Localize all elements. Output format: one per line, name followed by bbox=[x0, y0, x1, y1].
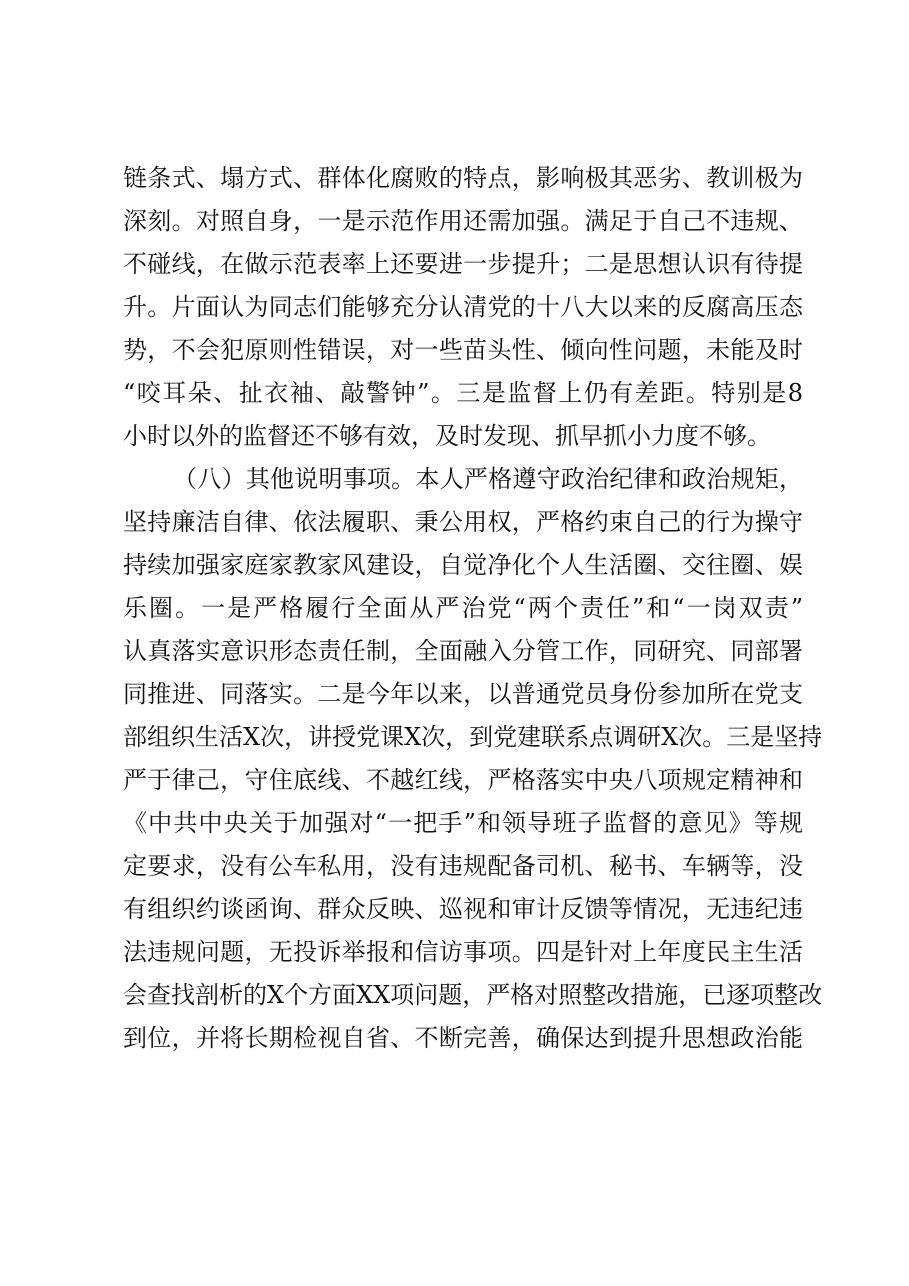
text-line: 同推进、同落实。二是今年以来，以普通党员身份参加所在党支 bbox=[123, 680, 803, 708]
document-body bbox=[123, 157, 823, 1060]
text-line: 部组织生活X次，讲授党课X次，到党建联系点调研X次。三是坚持 bbox=[123, 723, 823, 751]
text-line: 势，不会犯原则性错误，对一些苗头性、倾向性问题，未能及时 bbox=[123, 336, 803, 364]
text-line: 认真落实意识形态责任制，全面融入分管工作，同研究、同部署 bbox=[123, 637, 803, 665]
text-line: 法违规问题，无投诉举报和信访事项。四是针对上年度民主生活 bbox=[123, 938, 803, 966]
section-heading-line: （八）其他说明事项。本人严格遵守政治纪律和政治规矩， bbox=[173, 465, 803, 493]
text-line: 链条式、塌方式、群体化腐败的特点，影响极其恶劣、教训极为 bbox=[123, 164, 803, 192]
text-line: 持续加强家庭家教家风建设，自觉净化个人生活圈、交往圈、娱 bbox=[123, 551, 803, 579]
text-line: 小时以外的监督还不够有效，及时发现、抓早抓小力度不够。 bbox=[123, 422, 771, 450]
text-line: 会查找剖析的X个方面XX项问题，严格对照整改措施，已逐项整改 bbox=[123, 981, 823, 1009]
text-line: 到位，并将长期检视自省、不断完善，确保达到提升思想政治能 bbox=[123, 1024, 803, 1052]
text-line: 深刻。对照自身，一是示范作用还需加强。满足于自己不违规、 bbox=[123, 207, 803, 235]
text-line: 定要求，没有公车私用，没有违规配备司机、秘书、车辆等，没 bbox=[123, 852, 803, 880]
text-line: 坚持廉洁自律、依法履职、秉公用权，严格约束自己的行为操守 bbox=[123, 508, 803, 536]
text-line: 升。片面认为同志们能够充分认清党的十八大以来的反腐高压态 bbox=[123, 293, 803, 321]
text-line: 《中共中央关于加强对“一把手”和领导班子监督的意见》等规 bbox=[123, 809, 803, 837]
text-line: 乐圈。一是严格履行全面从严治党“两个责任”和“一岗双责” bbox=[123, 594, 803, 622]
text-line: “咬耳朵、扯衣袖、敲警钟”。三是监督上仍有差距。特别是8 bbox=[123, 379, 803, 407]
text-line: 有组织约谈函询、群众反映、巡视和审计反馈等情况，无违纪违 bbox=[123, 895, 803, 923]
text-line: 严于律己，守住底线、不越红线，严格落实中央八项规定精神和 bbox=[123, 766, 803, 794]
text-line: 不碰线，在做示范表率上还要进一步提升；二是思想认识有待提 bbox=[123, 250, 803, 278]
